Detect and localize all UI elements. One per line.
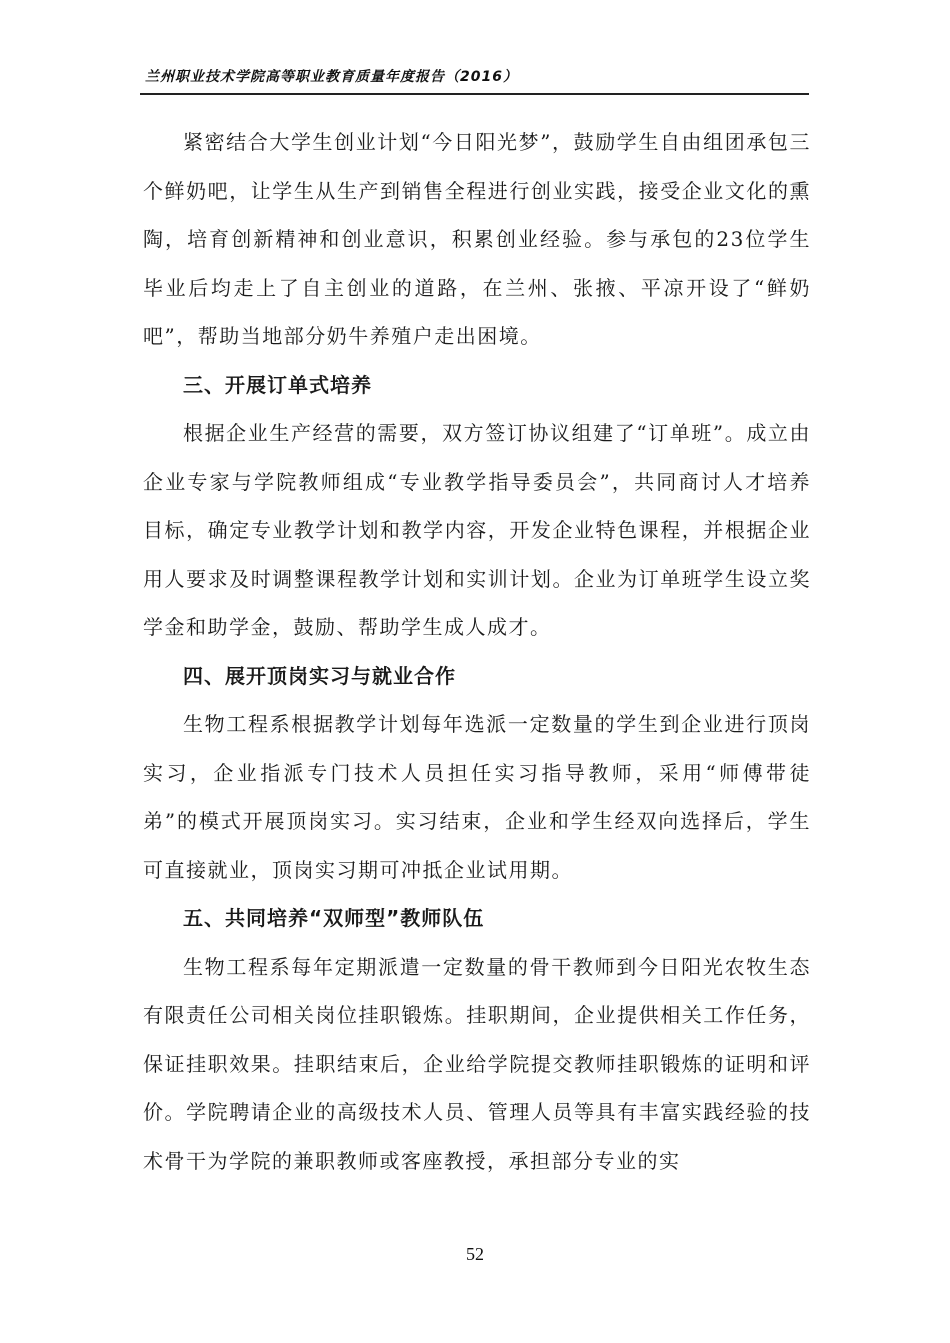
paragraph-internship: 生物工程系根据教学计划每年选派一定数量的学生到企业进行顶岗实习，企业指派专门技术人员担任实习指导教师，采用“师傅带徒弟”的模式开展顶岗实习。实习结束，企业和学生经双向选择后，学生可直接就业，顶岗实习期可冲抵企业试用期。 [143,712,811,882]
section-heading-order-training: 三、开展订单式培养 [183,372,372,397]
running-header: 兰州职业技术学院高等职业教育质量年度报告（2016） [145,69,518,85]
header-rule [140,93,809,95]
section-heading-internship: 四、展开顶岗实习与就业合作 [183,663,456,688]
page-body [143,118,811,1185]
paragraph-entrepreneurship: 紧密结合大学生创业计划“今日阳光梦”，鼓励学生自由组团承包三个鲜奶吧，让学生从生产到销售全程进行创业实践，接受企业文化的熏陶，培育创新精神和创业意识，积累创业经验。参与承包的23位学生毕业后均走上了自主创业的道路，在兰州、张掖、平凉开设了“鲜奶吧”，帮助当地部分奶牛养殖户走出困境。 [143,130,811,348]
section-heading-dual-teachers: 五、共同培养“双师型”教师队伍 [183,906,485,930]
paragraph-dual-teachers: 生物工程系每年定期派遣一定数量的骨干教师到今日阳光农牧生态有限责任公司相关岗位挂职锻炼。挂职期间，企业提供相关工作任务，保证挂职效果。挂职结束后，企业给学院提交教师挂职锻炼的证明和评价。学院聘请企业的高级技术人员、管理人员等具有丰富实践经验的技术骨干为学院的兼职教师或客座教授，承担部分专业的实 [143,954,811,1173]
paragraph-order-class: 根据企业生产经营的需要，双方签订协议组建了“订单班”。成立由企业专家与学院教师组成“专业教学指导委员会”，共同商讨人才培养目标，确定专业教学计划和教学内容，开发企业特色课程，并根据企业用人要求及时调整课程教学计划和实训计划。企业为订单班学生设立奖学金和助学金，鼓励、帮助学生成人成才。 [143,421,811,639]
page-number: 52 [466,1244,484,1264]
